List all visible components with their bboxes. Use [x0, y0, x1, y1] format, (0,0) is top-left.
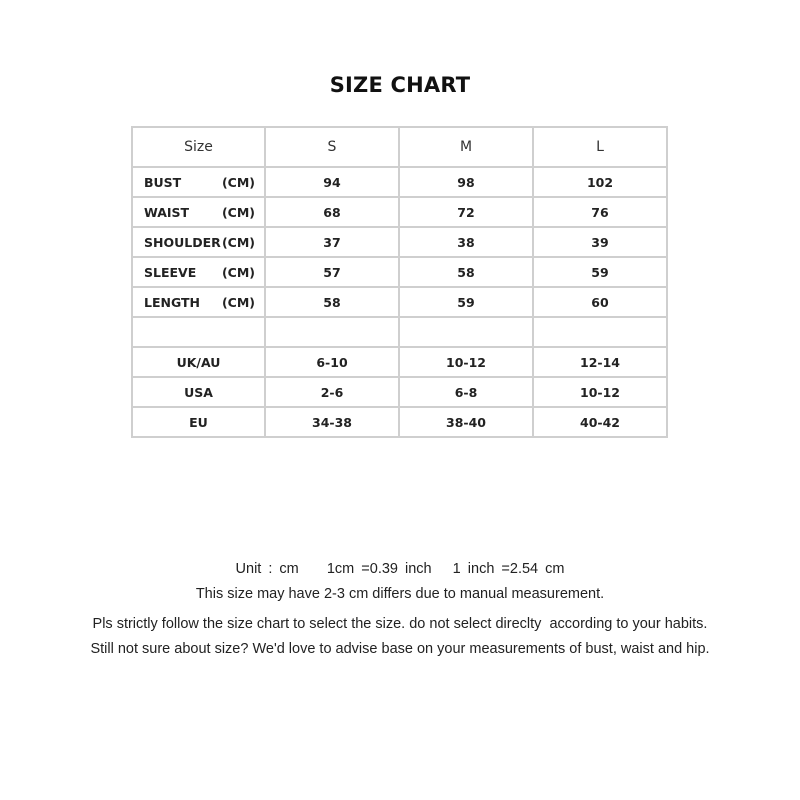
measurement-label: LENGTH [144, 294, 200, 310]
table-cell: 34-38 [265, 407, 399, 437]
empty-cell [399, 317, 533, 347]
measurement-disclaimer: This size may have 2-3 cm differs due to manual measurement. [195, 586, 605, 602]
table-cell: 10-12 [533, 377, 667, 407]
table-cell: 98 [399, 167, 533, 197]
table-row-sleeve [132, 257, 667, 287]
table-cell: 6-10 [265, 347, 399, 377]
size-chart-table [131, 126, 668, 438]
table-row-eu [132, 407, 667, 437]
row-label-cell [132, 287, 265, 317]
table-cell: 57 [265, 257, 399, 287]
advise-note: Still not sure about size? We'd love to advise base on your measurements of bust, waist and hip. [90, 641, 710, 657]
page-title: SIZE CHART [329, 73, 471, 97]
table-cell: 10-12 [399, 347, 533, 377]
table-row-usa [132, 377, 667, 407]
table-cell: 38-40 [399, 407, 533, 437]
table-cell: 40-42 [533, 407, 667, 437]
row-label-cell [132, 227, 265, 257]
table-cell: 94 [265, 167, 399, 197]
row-label-cell: EU [132, 407, 265, 437]
table-cell: 60 [533, 287, 667, 317]
measurement-unit: (CM) [221, 264, 255, 280]
measurement-unit: (CM) [221, 294, 255, 310]
table-cell: 102 [533, 167, 667, 197]
table-row-uk-au [132, 347, 667, 377]
unit-conversion-note: Unit : cm 1cm =0.39 inch 1 inch =2.54 cm [235, 561, 565, 577]
table-cell: 2-6 [265, 377, 399, 407]
table-row-waist [132, 197, 667, 227]
measurement-label: BUST [144, 174, 182, 190]
follow-size-chart-note: Pls strictly follow the size chart to select the size. do not select direclty according to your habits. [92, 616, 708, 632]
row-label-cell: UK/AU [132, 347, 265, 377]
table-row-length [132, 287, 667, 317]
table-cell: 38 [399, 227, 533, 257]
measurement-label: WAIST [144, 204, 190, 220]
header-cell-l: L [533, 127, 667, 167]
empty-cell [265, 317, 399, 347]
table-cell: 58 [265, 287, 399, 317]
table-cell: 12-14 [533, 347, 667, 377]
empty-cell [132, 317, 265, 347]
table-cell: 72 [399, 197, 533, 227]
table-cell: 59 [399, 287, 533, 317]
measurement-label: SHOULDER [144, 234, 221, 250]
row-label-cell [132, 197, 265, 227]
table-cell: 58 [399, 257, 533, 287]
table-cell: 59 [533, 257, 667, 287]
row-label-cell [132, 257, 265, 287]
row-label-cell [132, 167, 265, 197]
table-row-spacer [132, 317, 667, 347]
table-row-shoulder [132, 227, 667, 257]
table-cell: 39 [533, 227, 667, 257]
table-cell: 6-8 [399, 377, 533, 407]
measurement-unit: (CM) [221, 174, 255, 190]
measurement-label: SLEEVE [144, 264, 197, 280]
empty-cell [533, 317, 667, 347]
measurement-unit: (CM) [221, 204, 255, 220]
header-cell-size: Size [132, 127, 265, 167]
row-label-cell: USA [132, 377, 265, 407]
table-cell: 68 [265, 197, 399, 227]
header-cell-s: S [265, 127, 399, 167]
header-cell-m: M [399, 127, 533, 167]
measurement-unit: (CM) [221, 234, 255, 250]
table-row-bust [132, 167, 667, 197]
table-cell: 76 [533, 197, 667, 227]
table-header-row [132, 127, 667, 167]
table-cell: 37 [265, 227, 399, 257]
